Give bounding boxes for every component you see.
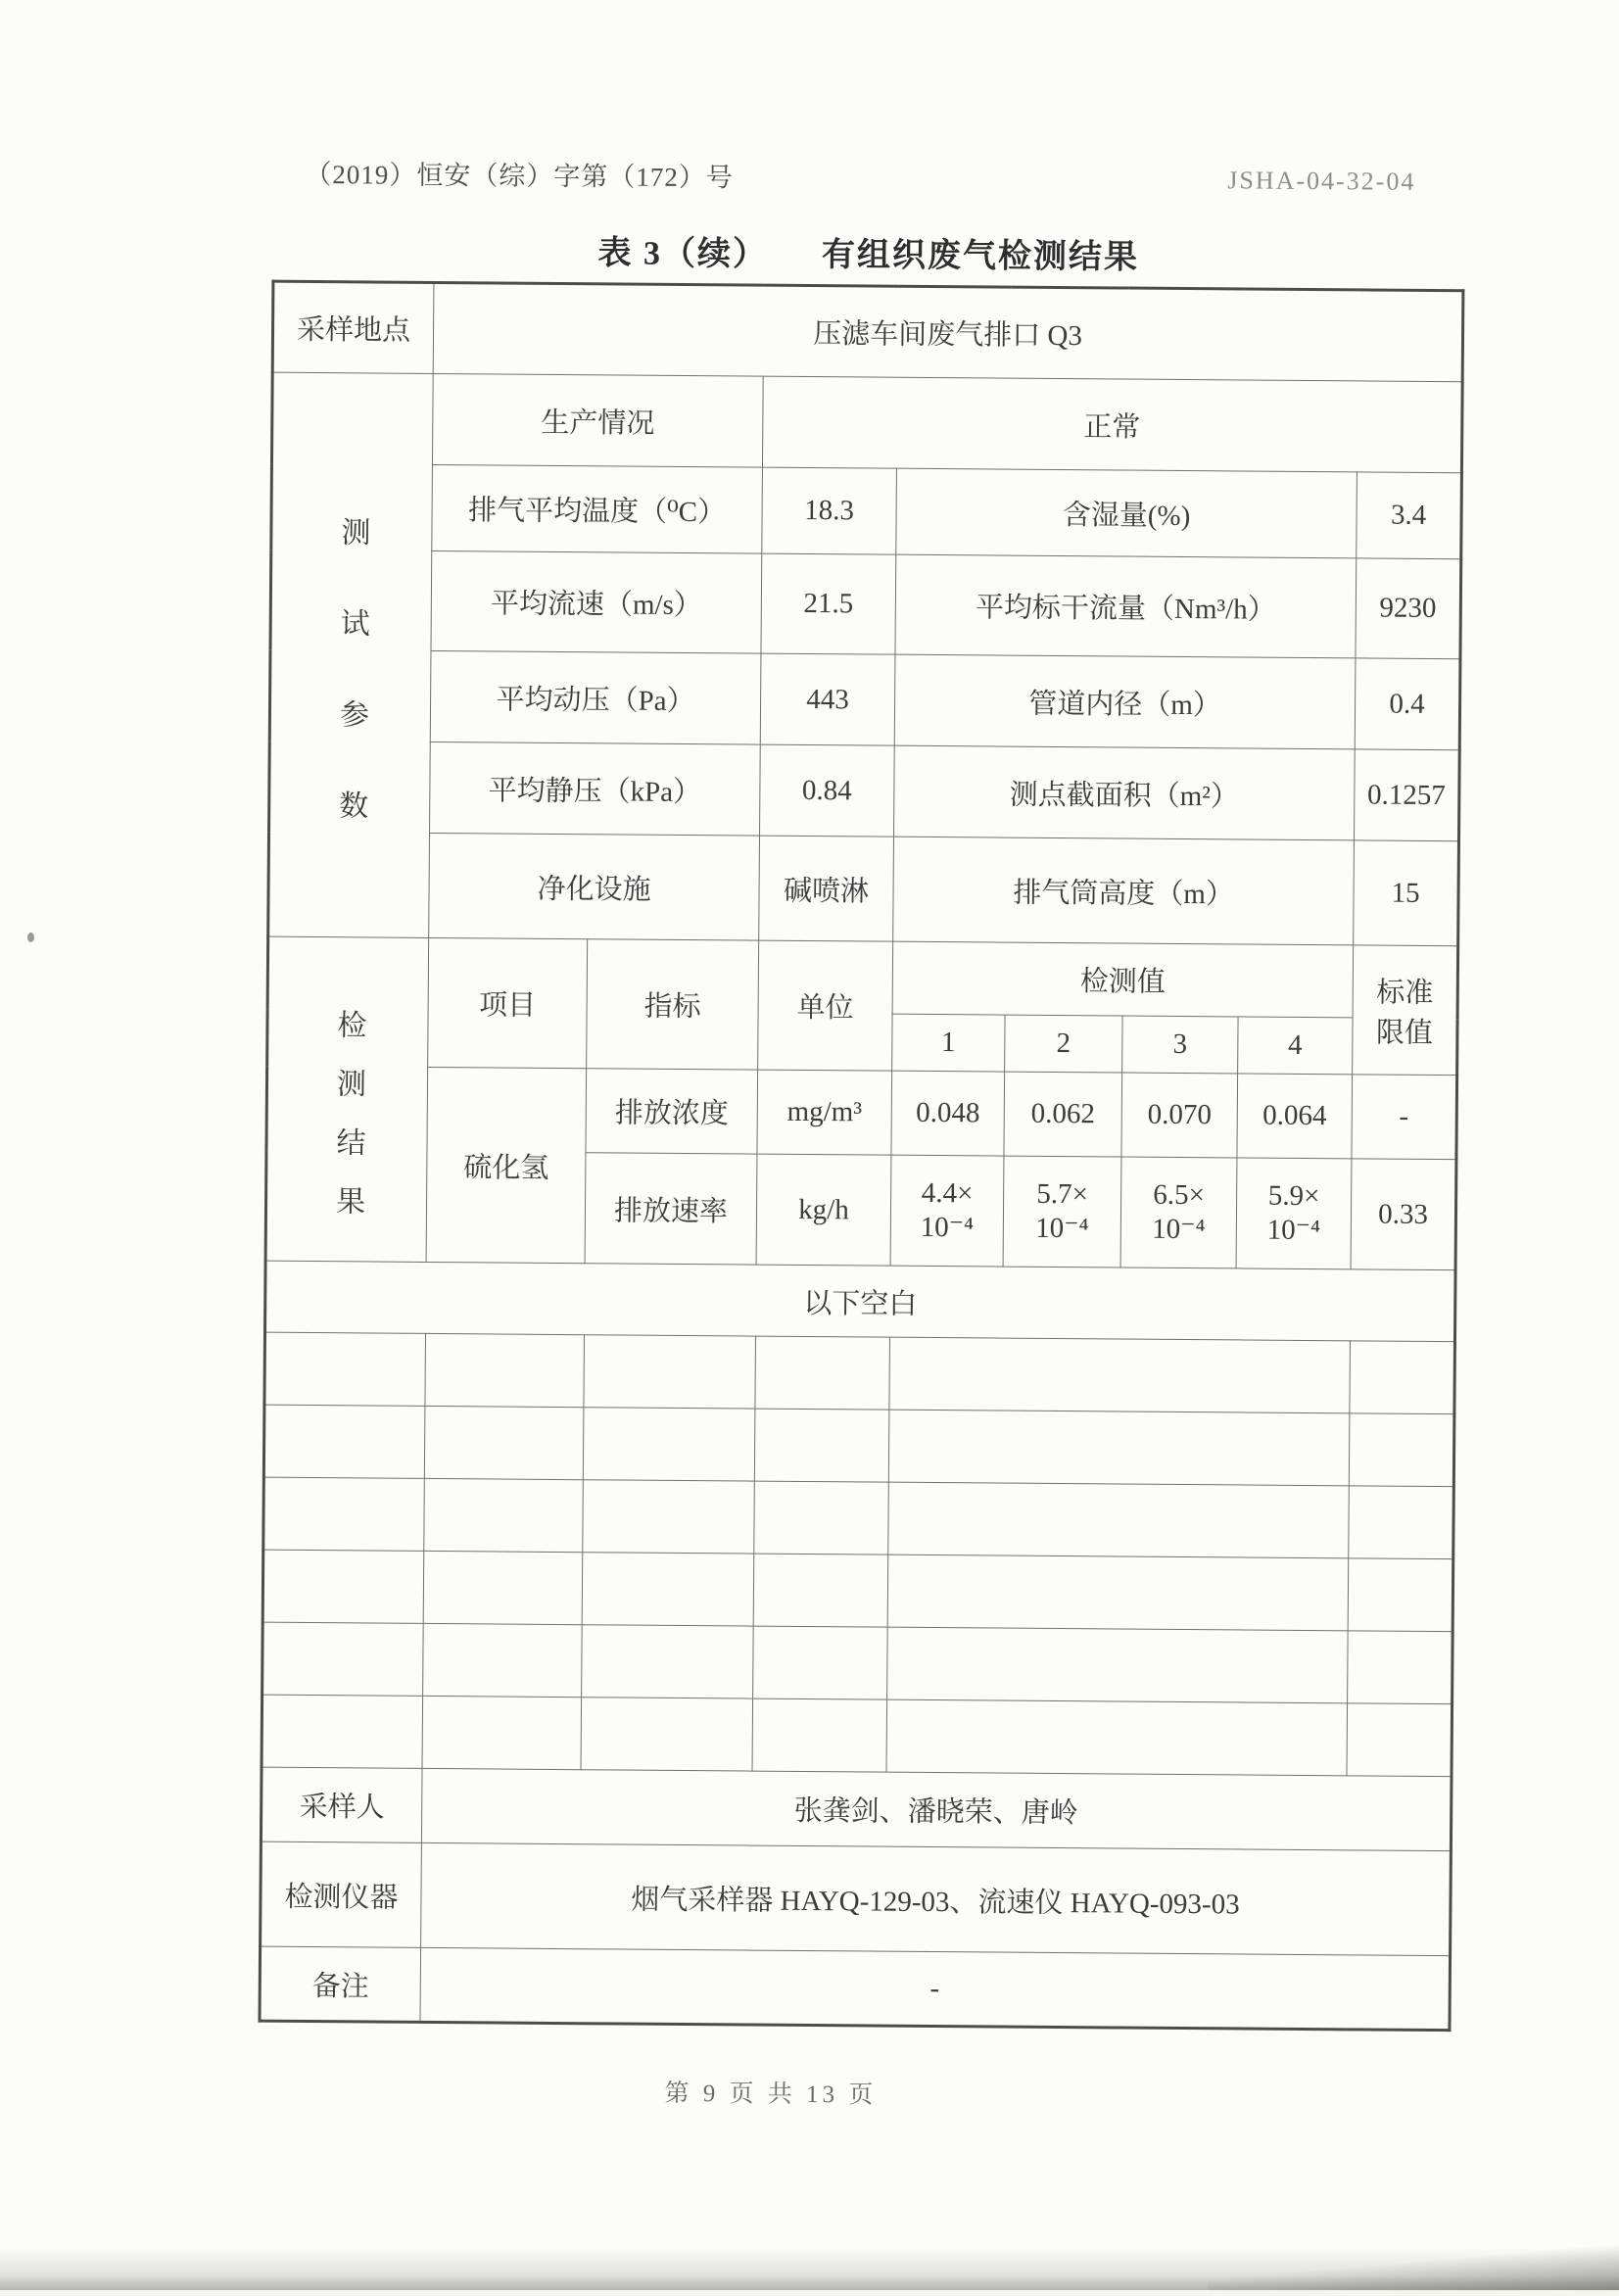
empty-cell — [754, 1409, 889, 1482]
empty-cell — [753, 1626, 888, 1699]
result-value: 5.9× 10⁻⁴ — [1236, 1158, 1352, 1269]
empty-cell — [582, 1625, 754, 1698]
param-label: 排气筒高度（m） — [893, 837, 1355, 945]
remark-label: 备注 — [260, 1946, 421, 2022]
results-header-row — [267, 936, 1458, 1019]
col-header-values: 检测值 — [892, 941, 1354, 1018]
param-value: 443 — [760, 653, 895, 745]
param-value: 15 — [1354, 840, 1459, 946]
param-row-purification — [268, 832, 1459, 946]
samplers-value: 张龚剑、潘晓荣、唐岭 — [421, 1768, 1452, 1850]
result-unit: kg/h — [756, 1154, 891, 1266]
instruments-value: 烟气采样器 HAYQ-129-03、流速仪 HAYQ-093-03 — [421, 1842, 1452, 1955]
empty-cell — [264, 1332, 426, 1406]
param-value: 0.4 — [1355, 658, 1460, 750]
param-label: 平均流速（m/s） — [431, 550, 762, 653]
param-label: 净化设施 — [429, 833, 760, 940]
result-item: 硫化氢 — [426, 1067, 587, 1263]
empty-cell — [1349, 1413, 1454, 1487]
empty-cell — [888, 1482, 1350, 1558]
result-value: 0.062 — [1004, 1072, 1122, 1157]
param-label: 测点截面积（m²） — [894, 745, 1356, 840]
param-row-dynamic-pressure — [269, 649, 1460, 750]
empty-cell — [1348, 1558, 1453, 1632]
form-code: JSHA-04-32-04 — [1227, 166, 1416, 196]
empty-cell — [584, 1335, 756, 1409]
emission-test-report-table — [258, 280, 1464, 2033]
sampling-site-label: 采样地点 — [272, 281, 434, 373]
param-value: 碱喷淋 — [759, 836, 894, 941]
production-row — [271, 372, 1462, 473]
instruments-row — [261, 1842, 1452, 1956]
empty-row — [264, 1332, 1455, 1414]
value-col-3: 3 — [1122, 1016, 1238, 1074]
result-value: 0.064 — [1237, 1074, 1353, 1159]
blank-note: 以下空白 — [265, 1261, 1456, 1342]
instruments-label: 检测仪器 — [261, 1842, 422, 1947]
param-value: 9230 — [1356, 558, 1461, 659]
param-label: 平均动压（Pa） — [430, 650, 761, 744]
remark-value: - — [420, 1947, 1451, 2030]
empty-cell — [755, 1336, 890, 1410]
empty-row — [262, 1550, 1453, 1632]
sampling-site-value: 压滤车间废气排口 Q3 — [433, 282, 1463, 381]
param-label: 含湿量(%) — [896, 468, 1357, 558]
empty-cell — [754, 1481, 889, 1555]
empty-cell — [1350, 1341, 1455, 1414]
empty-row — [262, 1695, 1452, 1777]
result-limit: 0.33 — [1351, 1159, 1456, 1270]
param-value: 21.5 — [761, 553, 896, 654]
empty-cell — [583, 1408, 755, 1481]
production-label: 生产情况 — [432, 373, 763, 467]
scan-edge-shadow — [0, 2247, 1619, 2290]
result-value: 4.4× 10⁻⁴ — [890, 1155, 1004, 1267]
empty-cell — [423, 1551, 583, 1624]
param-row-temperature — [271, 463, 1462, 559]
section-test-params — [268, 372, 434, 937]
empty-row — [262, 1622, 1453, 1704]
result-indicator: 排放速率 — [585, 1153, 757, 1265]
empty-cell — [262, 1622, 424, 1696]
param-value: 0.1257 — [1354, 749, 1459, 841]
empty-cell — [424, 1478, 584, 1552]
empty-cell — [753, 1554, 888, 1627]
param-row-static-pressure — [269, 741, 1460, 841]
empty-cell — [425, 1333, 585, 1407]
empty-cell — [581, 1698, 753, 1771]
production-value: 正常 — [762, 376, 1462, 473]
section-test-results — [265, 936, 429, 1262]
blank-note-row — [265, 1261, 1456, 1342]
test-params-label: 测试参数 — [333, 515, 369, 881]
empty-cell — [263, 1477, 425, 1551]
param-label: 平均标干流量（Nm³/h） — [895, 554, 1357, 658]
samplers-label: 采样人 — [261, 1767, 422, 1842]
remark-row — [260, 1946, 1451, 2031]
empty-cell — [1349, 1486, 1454, 1559]
param-value: 3.4 — [1357, 472, 1462, 559]
value-col-2: 2 — [1005, 1015, 1122, 1073]
result-row-concentration — [266, 1066, 1457, 1160]
result-limit: - — [1352, 1075, 1457, 1160]
table-title: 表 3（续） 有组织废气检测结果 — [597, 235, 1140, 276]
empty-cell — [263, 1405, 425, 1478]
empty-cell — [423, 1623, 583, 1697]
result-value: 6.5× 10⁻⁴ — [1120, 1157, 1237, 1268]
empty-cell — [888, 1410, 1350, 1486]
value-col-4: 4 — [1238, 1017, 1353, 1075]
empty-cell — [887, 1555, 1349, 1631]
empty-cell — [582, 1553, 754, 1626]
empty-cell — [424, 1406, 584, 1479]
param-value: 18.3 — [762, 467, 897, 554]
col-header-unit: 单位 — [758, 940, 893, 1071]
sampling-site-row — [272, 281, 1463, 382]
value-col-1: 1 — [892, 1014, 1005, 1072]
param-row-velocity — [270, 550, 1461, 659]
empty-cell — [889, 1337, 1351, 1413]
param-label: 管道内径（m） — [894, 654, 1356, 749]
test-results-label: 检测结果 — [330, 1008, 365, 1244]
param-value: 0.84 — [760, 744, 895, 837]
result-value: 0.070 — [1121, 1073, 1238, 1158]
param-label: 平均静压（kPa） — [430, 741, 761, 836]
scan-speck — [27, 933, 34, 942]
document-number: （2019）恒安（综）字第（172）号 — [305, 159, 734, 193]
page-number-footer: 第 9 页 共 13 页 — [664, 2080, 878, 2109]
empty-cell — [1347, 1703, 1452, 1777]
empty-cell — [262, 1695, 423, 1768]
empty-cell — [886, 1699, 1348, 1776]
empty-cell — [422, 1696, 582, 1769]
empty-cell — [752, 1698, 887, 1772]
result-unit: mg/m³ — [757, 1070, 892, 1155]
result-indicator: 排放浓度 — [586, 1069, 758, 1154]
empty-cell — [262, 1550, 424, 1623]
result-value: 5.7× 10⁻⁴ — [1003, 1156, 1121, 1268]
param-label: 排气平均温度（⁰C） — [432, 464, 763, 553]
empty-cell — [1348, 1631, 1453, 1704]
empty-row — [263, 1405, 1454, 1487]
col-header-indicator: 指标 — [587, 939, 759, 1070]
col-header-item: 项目 — [428, 937, 588, 1068]
col-header-limit: 标准 限值 — [1353, 945, 1458, 1076]
samplers-row — [261, 1767, 1452, 1851]
result-value: 0.048 — [891, 1071, 1005, 1156]
empty-cell — [887, 1627, 1349, 1703]
empty-row — [263, 1477, 1454, 1559]
empty-cell — [583, 1480, 755, 1554]
